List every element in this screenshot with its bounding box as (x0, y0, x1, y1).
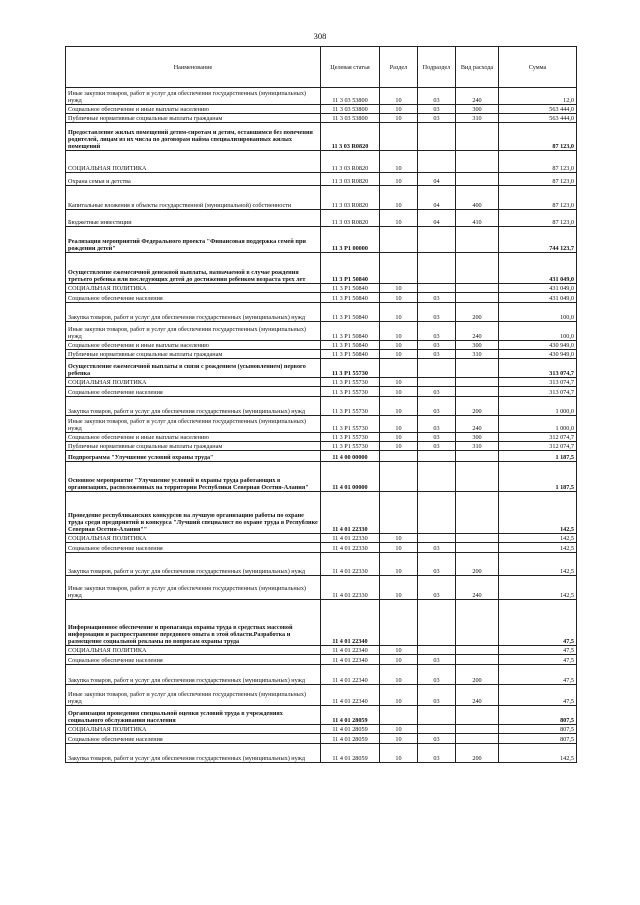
cell-amount: 1 187,5 (499, 451, 577, 462)
cell-expense-type: 200 (456, 744, 499, 763)
table-row (66, 744, 577, 763)
table-row (66, 88, 577, 105)
cell-target: 11 4 01 22330 (321, 553, 380, 576)
cell-target: 11 3 03 R0820 (321, 210, 380, 227)
cell-name: Организация проведения специальной оценки условий труда в учреждениях социального обслуживания населения (66, 706, 321, 725)
table-row (66, 451, 577, 462)
cell-amount: 312 074,7 (499, 442, 577, 451)
table-row (66, 227, 577, 253)
cell-amount: 87 123,0 (499, 123, 577, 151)
cell-target: 11 3 03 R0820 (321, 123, 380, 151)
cell-subsection: 03 (418, 576, 456, 600)
table-row (66, 534, 577, 543)
cell-name: Осуществление ежемесячной выплаты в связи с рождением (усыновлением) первого ребенка (66, 359, 321, 378)
cell-target: 11 3 P1 55730 (321, 387, 380, 397)
cell-expense-type (456, 706, 499, 725)
cell-expense-type: 300 (456, 433, 499, 442)
cell-name: СОЦИАЛЬНАЯ ПОЛИТИКА (66, 646, 321, 655)
cell-name: Иные закупки товаров, работ и услуг для обеспечения государственных (муниципальных) нужд (66, 416, 321, 433)
table-row (66, 685, 577, 706)
table-row (66, 433, 577, 442)
header-name: Наименование (66, 47, 321, 88)
cell-amount: 47,5 (499, 655, 577, 665)
cell-subsection: 03 (418, 734, 456, 744)
cell-expense-type (456, 734, 499, 744)
cell-section: 10 (380, 284, 418, 293)
cell-expense-type: 240 (456, 685, 499, 706)
cell-section: 10 (380, 397, 418, 416)
cell-subsection (418, 227, 456, 253)
cell-target: 11 3 P1 50840 (321, 350, 380, 359)
cell-expense-type (456, 534, 499, 543)
table-row (66, 646, 577, 655)
table-row (66, 600, 577, 646)
cell-section: 10 (380, 416, 418, 433)
cell-section (380, 600, 418, 646)
cell-name: Публичные нормативные социальные выплаты гражданам (66, 350, 321, 359)
cell-name: СОЦИАЛЬНАЯ ПОЛИТИКА (66, 534, 321, 543)
cell-amount: 142,5 (499, 492, 577, 534)
cell-expense-type (456, 451, 499, 462)
budget-table (65, 46, 577, 763)
cell-subsection (418, 151, 456, 173)
cell-section: 10 (380, 105, 418, 114)
cell-subsection (418, 706, 456, 725)
cell-amount: 87 123,0 (499, 151, 577, 173)
cell-section (380, 451, 418, 462)
cell-section: 10 (380, 744, 418, 763)
cell-subsection: 03 (418, 433, 456, 442)
cell-name: Осуществление ежемесячной денежной выплаты, назначаемой в случае рождения третьего ребенка или последующих детей до достижения ребенком возраста трех лет (66, 253, 321, 284)
cell-expense-type (456, 655, 499, 665)
cell-section: 10 (380, 655, 418, 665)
cell-subsection: 03 (418, 350, 456, 359)
cell-name: Реализация мероприятий Федерального проекта "Финансовая поддержка семей при рождении детей" (66, 227, 321, 253)
cell-expense-type (456, 462, 499, 492)
cell-subsection (418, 492, 456, 534)
cell-target: 11 3 P1 55730 (321, 433, 380, 442)
table-row (66, 151, 577, 173)
cell-name: Социальное обеспечение населения (66, 543, 321, 553)
table-row (66, 387, 577, 397)
table-row (66, 303, 577, 322)
cell-subsection: 03 (418, 553, 456, 576)
cell-subsection (418, 284, 456, 293)
cell-subsection (418, 253, 456, 284)
cell-target: 11 3 P1 55730 (321, 359, 380, 378)
cell-expense-type: 240 (456, 88, 499, 105)
cell-target: 11 4 01 28059 (321, 706, 380, 725)
cell-subsection: 03 (418, 397, 456, 416)
cell-subsection (418, 123, 456, 151)
cell-name: Публичные нормативные социальные выплаты гражданам (66, 442, 321, 451)
cell-section: 10 (380, 322, 418, 341)
cell-target: 11 3 P1 50840 (321, 293, 380, 303)
cell-subsection: 03 (418, 387, 456, 397)
cell-subsection: 03 (418, 665, 456, 685)
cell-subsection: 03 (418, 655, 456, 665)
cell-name: Иные закупки товаров, работ и услуг для обеспечения государственных (муниципальных) нужд (66, 685, 321, 706)
cell-amount: 87 123,0 (499, 186, 577, 210)
cell-subsection (418, 725, 456, 734)
cell-name: Основное мероприятие "Улучшение условий и охраны труда работающих в организациях, расположенных на территории Республики Северная Осетия-Алания" (66, 462, 321, 492)
cell-amount: 807,5 (499, 725, 577, 734)
cell-amount: 142,5 (499, 543, 577, 553)
table-row (66, 123, 577, 151)
cell-amount: 1 000,0 (499, 397, 577, 416)
table-row (66, 186, 577, 210)
cell-section (380, 227, 418, 253)
cell-target: 11 3 P1 50840 (321, 303, 380, 322)
table-row (66, 725, 577, 734)
cell-target: 11 3 P1 00000 (321, 227, 380, 253)
table-header-row (66, 47, 577, 88)
cell-expense-type: 240 (456, 416, 499, 433)
cell-subsection: 03 (418, 416, 456, 433)
table-row (66, 665, 577, 685)
cell-section: 10 (380, 378, 418, 387)
cell-section: 10 (380, 186, 418, 210)
page-number: 308 (313, 31, 327, 41)
cell-subsection (418, 534, 456, 543)
cell-section: 10 (380, 173, 418, 186)
cell-amount: 100,0 (499, 322, 577, 341)
cell-subsection: 03 (418, 442, 456, 451)
cell-amount: 431 049,0 (499, 284, 577, 293)
cell-target: 11 4 00 00000 (321, 451, 380, 462)
cell-expense-type (456, 284, 499, 293)
cell-section: 10 (380, 114, 418, 123)
table-row (66, 350, 577, 359)
cell-target: 11 3 03 R0820 (321, 151, 380, 173)
cell-amount: 142,5 (499, 534, 577, 543)
cell-expense-type (456, 387, 499, 397)
cell-name: Публичные нормативные социальные выплаты гражданам (66, 114, 321, 123)
cell-expense-type (456, 725, 499, 734)
cell-section: 10 (380, 646, 418, 655)
cell-amount: 87 123,0 (499, 210, 577, 227)
cell-name: Закупка товаров, работ и услуг для обеспечения государственных (муниципальных) нужд (66, 665, 321, 685)
cell-target: 11 3 03 53800 (321, 105, 380, 114)
cell-expense-type: 200 (456, 553, 499, 576)
cell-expense-type (456, 378, 499, 387)
cell-target: 11 3 P1 55730 (321, 442, 380, 451)
cell-expense-type (456, 293, 499, 303)
cell-amount: 12,0 (499, 88, 577, 105)
cell-amount: 313 074,7 (499, 378, 577, 387)
cell-target: 11 3 P1 55730 (321, 397, 380, 416)
table-row (66, 341, 577, 350)
cell-name: Подпрограмма "Улучшение условий охраны труда" (66, 451, 321, 462)
cell-name: Закупка товаров, работ и услуг для обеспечения государственных (муниципальных) нужд (66, 397, 321, 416)
cell-section (380, 462, 418, 492)
cell-target: 11 3 03 R0820 (321, 173, 380, 186)
table-row (66, 462, 577, 492)
table-row (66, 378, 577, 387)
cell-amount: 142,5 (499, 553, 577, 576)
cell-target: 11 4 01 00000 (321, 462, 380, 492)
cell-section: 10 (380, 734, 418, 744)
cell-target: 11 3 P1 50840 (321, 253, 380, 284)
cell-name: Проведение республиканских конкурсов на лучшую организацию работы по охране труда среди предприятий и конкурса "Лучший специалист по охране труда в Республике Северная Осетия-Алания"" (66, 492, 321, 534)
cell-target: 11 4 01 22340 (321, 665, 380, 685)
cell-subsection: 03 (418, 105, 456, 114)
header-amount: Сумма (499, 47, 577, 88)
cell-target: 11 3 P1 50840 (321, 341, 380, 350)
cell-name: Социальное обеспечение населения (66, 387, 321, 397)
cell-amount: 47,5 (499, 685, 577, 706)
cell-subsection (418, 462, 456, 492)
header-subsection: Подраздел (418, 47, 456, 88)
table-row (66, 284, 577, 293)
cell-amount: 430 949,0 (499, 350, 577, 359)
cell-name: Закупка товаров, работ и услуг для обеспечения государственных (муниципальных) нужд (66, 553, 321, 576)
cell-name: СОЦИАЛЬНАЯ ПОЛИТИКА (66, 725, 321, 734)
cell-amount: 1 000,0 (499, 416, 577, 433)
table-row (66, 655, 577, 665)
cell-expense-type (456, 359, 499, 378)
cell-expense-type (456, 253, 499, 284)
cell-subsection (418, 451, 456, 462)
cell-amount: 807,5 (499, 706, 577, 725)
cell-name: Социальное обеспечение и иные выплаты населению (66, 105, 321, 114)
cell-target: 11 3 P1 55730 (321, 378, 380, 387)
cell-expense-type (456, 646, 499, 655)
cell-amount: 563 444,0 (499, 105, 577, 114)
cell-name: Бюджетные инвестиции (66, 210, 321, 227)
cell-name: Охрана семьи и детства (66, 173, 321, 186)
table-row (66, 734, 577, 744)
cell-name: СОЦИАЛЬНАЯ ПОЛИТИКА (66, 151, 321, 173)
cell-section (380, 706, 418, 725)
cell-expense-type (456, 151, 499, 173)
cell-expense-type: 400 (456, 186, 499, 210)
cell-subsection: 03 (418, 114, 456, 123)
table-row (66, 543, 577, 553)
table-row (66, 210, 577, 227)
cell-expense-type (456, 492, 499, 534)
cell-expense-type (456, 123, 499, 151)
cell-target: 11 3 03 R0820 (321, 186, 380, 210)
cell-expense-type (456, 543, 499, 553)
cell-target: 11 4 01 22330 (321, 543, 380, 553)
cell-amount: 313 074,7 (499, 359, 577, 378)
cell-target: 11 3 P1 55730 (321, 416, 380, 433)
cell-amount: 313 074,7 (499, 387, 577, 397)
cell-name: Социальное обеспечение и иные выплаты населению (66, 341, 321, 350)
cell-section (380, 253, 418, 284)
cell-name: Информационное обеспечение и пропаганда охраны труда в средствах массовой информации и распространение передового опыта в этой области.Разработка и размещение социальной рекламы по вопросам охраны труда (66, 600, 321, 646)
table-row (66, 114, 577, 123)
cell-amount: 47,5 (499, 600, 577, 646)
table-body (66, 88, 577, 763)
cell-section: 10 (380, 665, 418, 685)
cell-target: 11 3 P1 50840 (321, 322, 380, 341)
cell-section: 10 (380, 576, 418, 600)
cell-name: Социальное обеспечение населения (66, 655, 321, 665)
cell-target: 11 4 01 22340 (321, 685, 380, 706)
cell-target: 11 4 01 22340 (321, 600, 380, 646)
cell-target: 11 4 01 22330 (321, 492, 380, 534)
cell-expense-type: 300 (456, 341, 499, 350)
cell-section: 10 (380, 685, 418, 706)
cell-section: 10 (380, 534, 418, 543)
cell-target: 11 4 01 22330 (321, 534, 380, 543)
cell-expense-type: 410 (456, 210, 499, 227)
table-row (66, 492, 577, 534)
cell-section (380, 123, 418, 151)
table-row (66, 416, 577, 433)
table-row (66, 706, 577, 725)
cell-subsection: 03 (418, 685, 456, 706)
table-row (66, 105, 577, 114)
cell-subsection: 04 (418, 173, 456, 186)
cell-section: 10 (380, 725, 418, 734)
cell-name: СОЦИАЛЬНАЯ ПОЛИТИКА (66, 284, 321, 293)
cell-expense-type: 300 (456, 105, 499, 114)
cell-expense-type: 240 (456, 576, 499, 600)
cell-expense-type (456, 173, 499, 186)
cell-subsection (418, 359, 456, 378)
cell-target: 11 4 01 22340 (321, 655, 380, 665)
cell-target: 11 4 01 22330 (321, 576, 380, 600)
cell-expense-type: 310 (456, 114, 499, 123)
cell-section: 10 (380, 88, 418, 105)
header-target: Целевая статья (321, 47, 380, 88)
cell-amount: 431 049,0 (499, 253, 577, 284)
cell-amount: 744 123,7 (499, 227, 577, 253)
cell-expense-type: 200 (456, 397, 499, 416)
cell-subsection: 04 (418, 186, 456, 210)
cell-target: 11 4 01 28059 (321, 725, 380, 734)
cell-subsection: 03 (418, 341, 456, 350)
table-row (66, 322, 577, 341)
cell-target: 11 3 03 53800 (321, 114, 380, 123)
header-expense-type: Вид расхода (456, 47, 499, 88)
cell-amount: 142,5 (499, 744, 577, 763)
table-row (66, 253, 577, 284)
cell-name: СОЦИАЛЬНАЯ ПОЛИТИКА (66, 378, 321, 387)
cell-target: 11 4 01 28059 (321, 734, 380, 744)
header-section: Раздел (380, 47, 418, 88)
cell-target: 11 3 P1 50840 (321, 284, 380, 293)
cell-expense-type: 200 (456, 665, 499, 685)
cell-amount: 431 049,0 (499, 293, 577, 303)
cell-amount: 47,5 (499, 665, 577, 685)
cell-expense-type (456, 600, 499, 646)
cell-section: 10 (380, 151, 418, 173)
table-row (66, 293, 577, 303)
table-row (66, 442, 577, 451)
cell-subsection (418, 378, 456, 387)
table-row (66, 576, 577, 600)
cell-amount: 430 949,0 (499, 341, 577, 350)
cell-target: 11 3 03 53800 (321, 88, 380, 105)
cell-target: 11 4 01 22340 (321, 646, 380, 655)
cell-name: Социальное обеспечение населения (66, 293, 321, 303)
table-row (66, 359, 577, 378)
cell-name: Социальное обеспечение и иные выплаты населению (66, 433, 321, 442)
cell-amount: 1 187,5 (499, 462, 577, 492)
cell-amount: 100,0 (499, 303, 577, 322)
cell-amount: 312 074,7 (499, 433, 577, 442)
cell-expense-type: 240 (456, 322, 499, 341)
cell-name: Иные закупки товаров, работ и услуг для обеспечения государственных (муниципальных) нужд (66, 322, 321, 341)
cell-target: 11 4 01 28059 (321, 744, 380, 763)
cell-section: 10 (380, 303, 418, 322)
cell-subsection: 03 (418, 293, 456, 303)
cell-section: 10 (380, 350, 418, 359)
cell-amount: 87 123,0 (499, 173, 577, 186)
cell-amount: 47,5 (499, 646, 577, 655)
cell-section: 10 (380, 433, 418, 442)
cell-section: 10 (380, 442, 418, 451)
table-row (66, 173, 577, 186)
cell-name: Иные закупки товаров, работ и услуг для обеспечения государственных (муниципальных) нужд (66, 576, 321, 600)
cell-amount: 807,5 (499, 734, 577, 744)
cell-expense-type: 200 (456, 303, 499, 322)
cell-subsection: 03 (418, 322, 456, 341)
cell-amount: 563 444,0 (499, 114, 577, 123)
cell-expense-type: 310 (456, 442, 499, 451)
table-row (66, 397, 577, 416)
cell-section: 10 (380, 553, 418, 576)
cell-name: Закупка товаров, работ и услуг для обеспечения государственных (муниципальных) нужд (66, 303, 321, 322)
cell-subsection: 03 (418, 744, 456, 763)
cell-subsection (418, 646, 456, 655)
cell-name: Закупка товаров, работ и услуг для обеспечения государственных (муниципальных) нужд (66, 744, 321, 763)
cell-subsection: 03 (418, 88, 456, 105)
cell-section: 10 (380, 293, 418, 303)
cell-expense-type: 310 (456, 350, 499, 359)
cell-section (380, 492, 418, 534)
cell-expense-type (456, 227, 499, 253)
cell-subsection (418, 600, 456, 646)
cell-subsection: 03 (418, 303, 456, 322)
cell-name: Капитальные вложения в объекты государственной (муниципальной) собственности (66, 186, 321, 210)
cell-section: 10 (380, 210, 418, 227)
cell-amount: 142,5 (499, 576, 577, 600)
table-row (66, 553, 577, 576)
cell-name: Предоставление жилых помещений детям-сиротам и детям, оставшимся без попечения родителей, лицам из их числа по договорам найма специализированных жилых помещений (66, 123, 321, 151)
cell-name: Социальное обеспечение населения (66, 734, 321, 744)
cell-subsection: 04 (418, 210, 456, 227)
cell-subsection: 03 (418, 543, 456, 553)
cell-section: 10 (380, 387, 418, 397)
cell-name: Иные закупки товаров, работ и услуг для обеспечения государственных (муниципальных) нужд (66, 88, 321, 105)
cell-section (380, 359, 418, 378)
cell-section: 10 (380, 543, 418, 553)
cell-section: 10 (380, 341, 418, 350)
